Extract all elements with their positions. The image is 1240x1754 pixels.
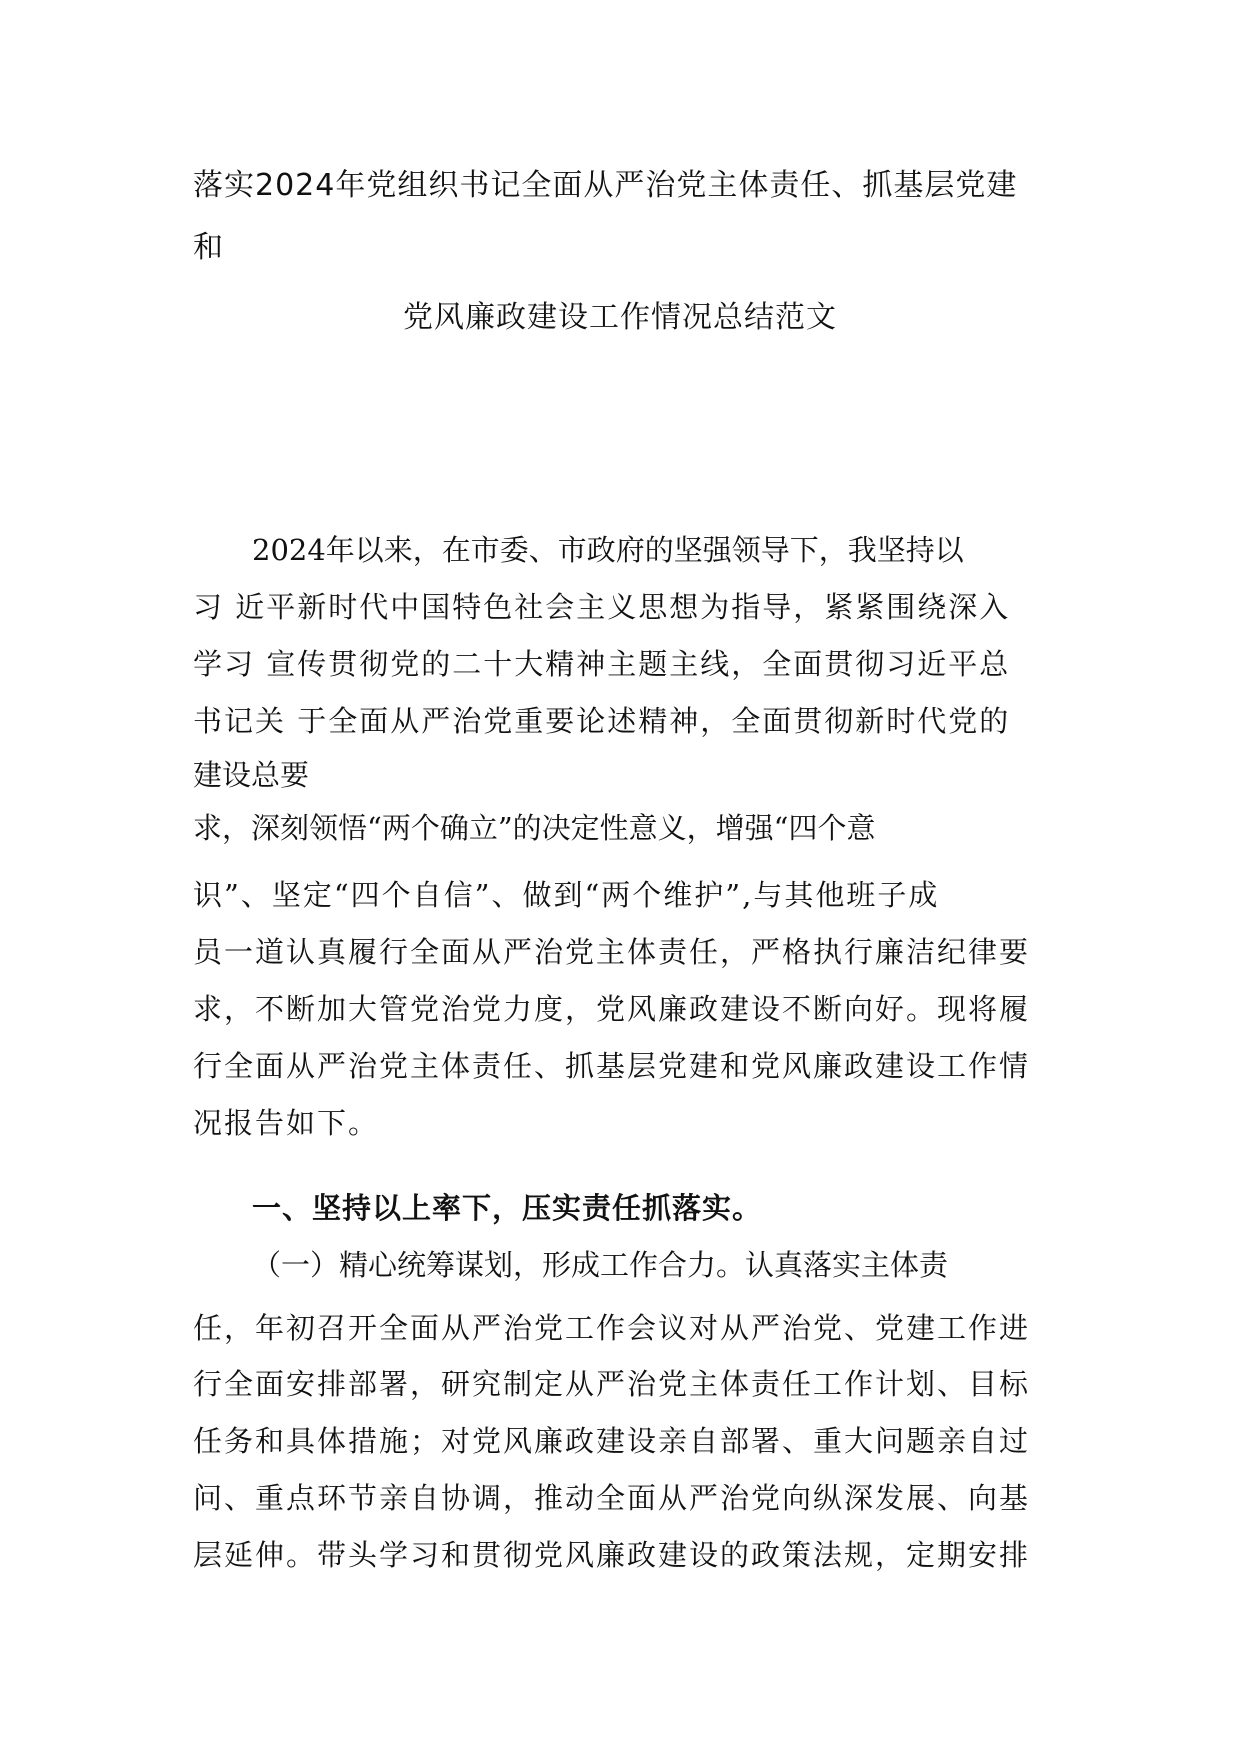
section-1-line: 任，年初召开全面从严治党工作会议对从严治党、党建工作进	[193, 1311, 1031, 1345]
intro-line: 行全面从严治党主体责任、抓基层党建和党风廉政建设工作情	[193, 1049, 1031, 1083]
document-title-line-1: 落实2024年党组织书记全面从严治党主体责任、抓基层党建	[193, 168, 1018, 203]
section-1-line: 行全面安排部署，研究制定从严治党主体责任工作计划、目标	[193, 1367, 1031, 1401]
intro-line: 2024年以来，在市委、市政府的坚强领导下，我坚持以	[252, 533, 964, 567]
section-1-line: 问、重点环节亲自协调，推动全面从严治党向纵深发展、向基	[193, 1481, 1031, 1515]
intro-line: 况报告如下。	[193, 1106, 380, 1140]
intro-line: 建设总要	[193, 758, 310, 792]
intro-line: 习 近平新时代中国特色社会主义思想为指导，紧紧围绕深入	[193, 590, 1011, 624]
intro-line: 求，不断加大管党治党力度，党风廉政建设不断向好。现将履	[193, 992, 1031, 1026]
document-title-line-3: 党风廉政建设工作情况总结范文	[403, 300, 837, 335]
section-1-line: 任务和具体措施；对党风廉政建设亲自部署、重大问题亲自过	[193, 1424, 1031, 1458]
document-title-line-2: 和	[193, 230, 224, 265]
intro-line: 求，深刻领悟“两个确立”的决定性意义，增强“四个意	[193, 811, 876, 845]
intro-line: 识”、坚定“四个自信”、做到“两个维护”,与其他班子成	[193, 878, 940, 912]
section-1-line: （一）精心统筹谋划，形成工作合力。认真落实主体责	[252, 1248, 949, 1282]
section-1-line: 层延伸。带头学习和贯彻党风廉政建设的政策法规，定期安排	[193, 1538, 1031, 1572]
intro-line: 学习 宣传贯彻党的二十大精神主题主线，全面贯彻习近平总	[193, 647, 1011, 681]
intro-line: 书记关 于全面从严治党重要论述精神，全面贯彻新时代党的	[193, 704, 1011, 738]
section-1-heading: 一、坚持以上率下，压实责任抓落实。	[252, 1191, 763, 1225]
intro-line: 员一道认真履行全面从严治党主体责任，严格执行廉洁纪律要	[193, 935, 1031, 969]
